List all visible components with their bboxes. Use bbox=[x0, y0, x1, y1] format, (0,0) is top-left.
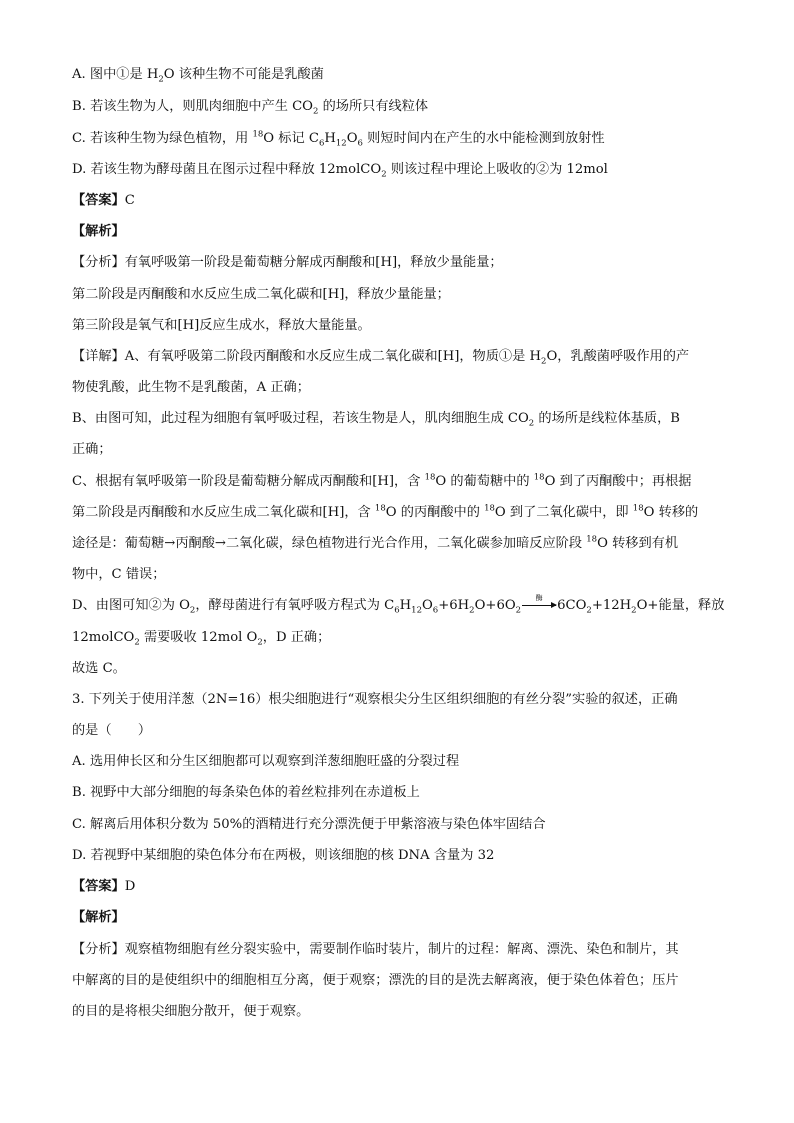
q2-detail-a-1: 【详解】A、有氧呼吸第二阶段丙酮酸和水反应生成二氧化碳和[H]，物质①是 $H_2O$，乳酸菌呼吸作用的产 bbox=[72, 349, 690, 367]
q3-analysis-line-1: 【分析】观察植物细胞有丝分裂实验中，需要制作临时装片，制片的过程：解离、漂洗、染色和制片，其 bbox=[72, 942, 679, 957]
q3-option-c: C. 解离后用体积分数为 50%的酒精进行充分漂洗便于甲紫溶液与染色体牢固结合 bbox=[72, 817, 546, 832]
answer-value: D bbox=[124, 879, 136, 894]
q2-analysis-label: 【解析】 bbox=[72, 224, 125, 239]
q2-detail-b-2: 正确； bbox=[72, 442, 112, 457]
q3-option-a: A. 选用伸长区和分生区细胞都可以观察到洋葱细胞旺盛的分裂过程 bbox=[72, 754, 460, 769]
q3-answer bbox=[72, 877, 722, 897]
answer-label: 【答案】 bbox=[72, 879, 125, 894]
q2-detail-d-2: 12molCO$_2$ 需要吸收 12mol $O_2$，D 正确； bbox=[72, 630, 331, 648]
q3-analysis-label: 【解析】 bbox=[72, 910, 125, 925]
q3-stem-line-1: 3. 下列关于使用洋葱（2N=16）根尖细胞进行“观察根尖分生区组织细胞的有丝分裂”实验的叙述，正确 bbox=[72, 692, 678, 707]
q2-option-d: D. 若该生物为酵母菌且在图示过程中释放 12molCO$_2$ 则该过程中理论上吸收的②为 12mol bbox=[72, 162, 608, 180]
q3-option-b: B. 视野中大部分细胞的每条染色体的着丝粒排列在赤道板上 bbox=[72, 785, 420, 800]
reaction-arrow-icon bbox=[521, 596, 557, 616]
answer-value: C bbox=[124, 193, 135, 208]
q2-detail-c-4: 物中，C 错误； bbox=[72, 567, 166, 582]
q2-conclusion: 故选 C。 bbox=[72, 661, 126, 676]
q2-detail-d-1: D、由图可知②为 $O_2$，酵母菌进行有氧呼吸方程式为 $C_6H_{12}O_6+6H_2O+6O_2$ 酶 $6CO_2+12H_2O+$能量，释放 bbox=[72, 596, 722, 616]
q2-detail-a-2: 物使乳酸，此生物不是乳酸菌，A 正确； bbox=[72, 380, 310, 395]
enzyme-label: 酶 bbox=[535, 594, 543, 602]
q2-analysis-line-3: 第三阶段是氧气和[H]反应生成水，释放大量能量。 bbox=[72, 318, 371, 333]
q2-detail-c-2: 第二阶段是丙酮酸和水反应生成二氧化碳和[H]，含 $^{18}$O 的丙酮酸中的 $^{18}$O 到了二氧化碳中，即 $^{18}$O 转移的 bbox=[72, 503, 699, 520]
q2-option-c: C. 若该种生物为绿色植物，用 $^{18}$O 标记 $C_6H_{12}O_6$ 则短时间内在产生的水中能检测到放射性 bbox=[72, 129, 605, 149]
q2-analysis-line-2: 第二阶段是丙酮酸和水反应生成二氧化碳和[H]，释放少量能量； bbox=[72, 287, 450, 302]
q3-option-d: D. 若视野中某细胞的染色体分布在两极，则该细胞的核 DNA 含量为 32 bbox=[72, 848, 495, 863]
q3-analysis-line-3: 的目的是将根尖细胞分散开，便于观察。 bbox=[72, 1004, 310, 1019]
q2-option-a: A. 图中①是 $H_2O$ 该种生物不可能是乳酸菌 bbox=[72, 67, 324, 85]
q2-detail-c-1: C、根据有氧呼吸第一阶段是葡萄糖分解成丙酮酸和[H]，含 $^{18}$O 的葡萄糖中的 $^{18}$O 到了丙酮酸中；再根据 bbox=[72, 472, 692, 489]
q2-detail-b-1: B、由图可知，此过程为细胞有氧呼吸过程，若该生物是人，肌肉细胞生成 $CO_2$ 的场所是线粒体基质，B bbox=[72, 411, 680, 429]
q2-detail-c-3: 途径是：葡萄糖→丙酮酸→二氧化碳，绿色植物进行光合作用，二氧化碳参加暗反应阶段 $^{18}$O 转移到有机 bbox=[72, 534, 679, 551]
answer-label: 【答案】 bbox=[72, 193, 125, 208]
q2-option-b: B. 若该生物为人，则肌肉细胞中产生 $CO_2$ 的场所只有线粒体 bbox=[72, 99, 429, 117]
q2-analysis-line-1: 【分析】有氧呼吸第一阶段是葡萄糖分解成丙酮酸和[H]，释放少量能量； bbox=[72, 255, 503, 270]
q3-stem-line-2: 的是（ ） bbox=[72, 723, 152, 738]
q2-answer bbox=[72, 191, 722, 211]
q3-analysis-line-2: 中解离的目的是使组织中的细胞相互分离，便于观察；漂洗的目的是洗去解离液，便于染色体着色；压片 bbox=[72, 973, 679, 988]
